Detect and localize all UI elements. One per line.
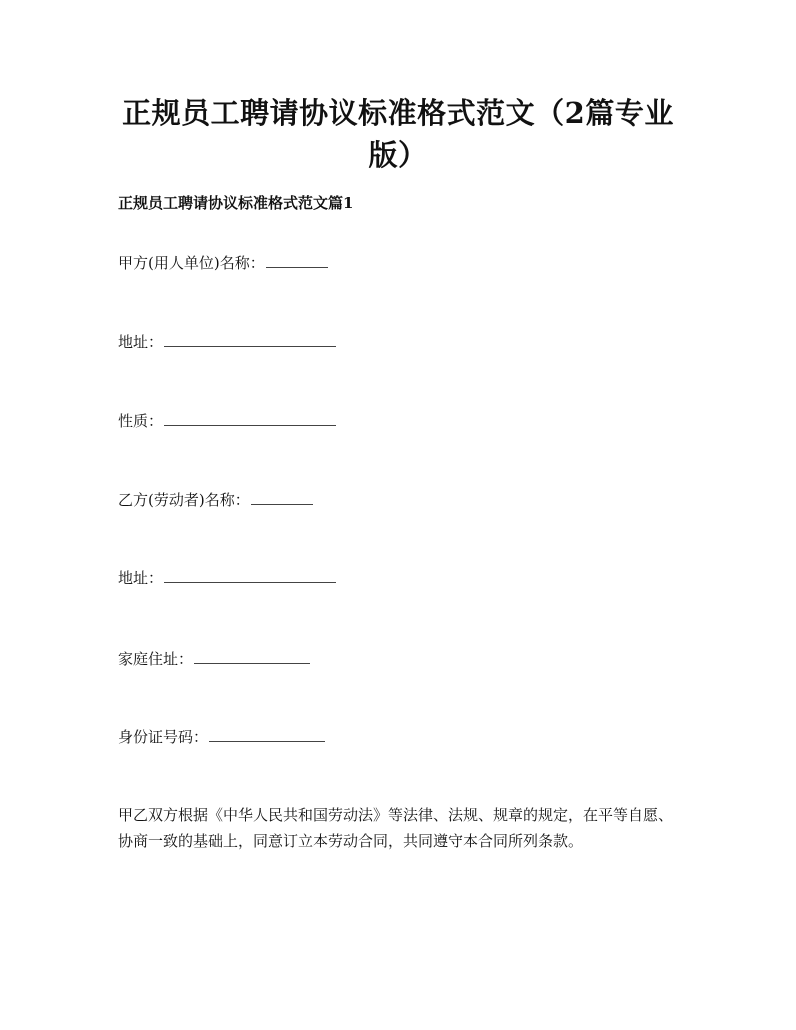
field-employer-name (118, 252, 328, 274)
field-label: 乙方(劳动者)名称： (118, 491, 250, 509)
field-employer-nature (118, 410, 336, 432)
field-id-number (118, 726, 325, 748)
field-employee-name (118, 489, 313, 511)
field-label: 性质： (118, 412, 164, 430)
section-heading: 正规员工聘请协议标准格式范文篇1 (118, 194, 354, 212)
fill-in-blank (209, 726, 325, 742)
document-title: 正规员工聘请协议标准格式范文（2篇专业版） (122, 96, 674, 172)
field-label: 地址： (118, 333, 164, 351)
fill-in-blank (251, 489, 313, 505)
field-label: 地址： (118, 569, 164, 587)
fill-in-blank (164, 331, 336, 347)
fill-in-blank (164, 567, 336, 583)
fill-in-blank (194, 648, 310, 664)
field-home-address (118, 648, 310, 670)
field-label: 甲方(用人单位)名称： (118, 254, 265, 272)
field-label: 家庭住址： (118, 650, 194, 668)
field-employer-address (118, 331, 336, 353)
fill-in-blank (266, 252, 328, 268)
fill-in-blank (164, 410, 336, 426)
agreement-paragraph: 甲乙双方根据《中华人民共和国劳动法》等法律、法规、规章的规定，在平等自愿、协商一致的基础上，同意订立本劳动合同，共同遵守本合同所列条款。 (118, 806, 674, 850)
field-label: 身份证号码： (118, 728, 209, 746)
field-employee-address (118, 567, 336, 589)
